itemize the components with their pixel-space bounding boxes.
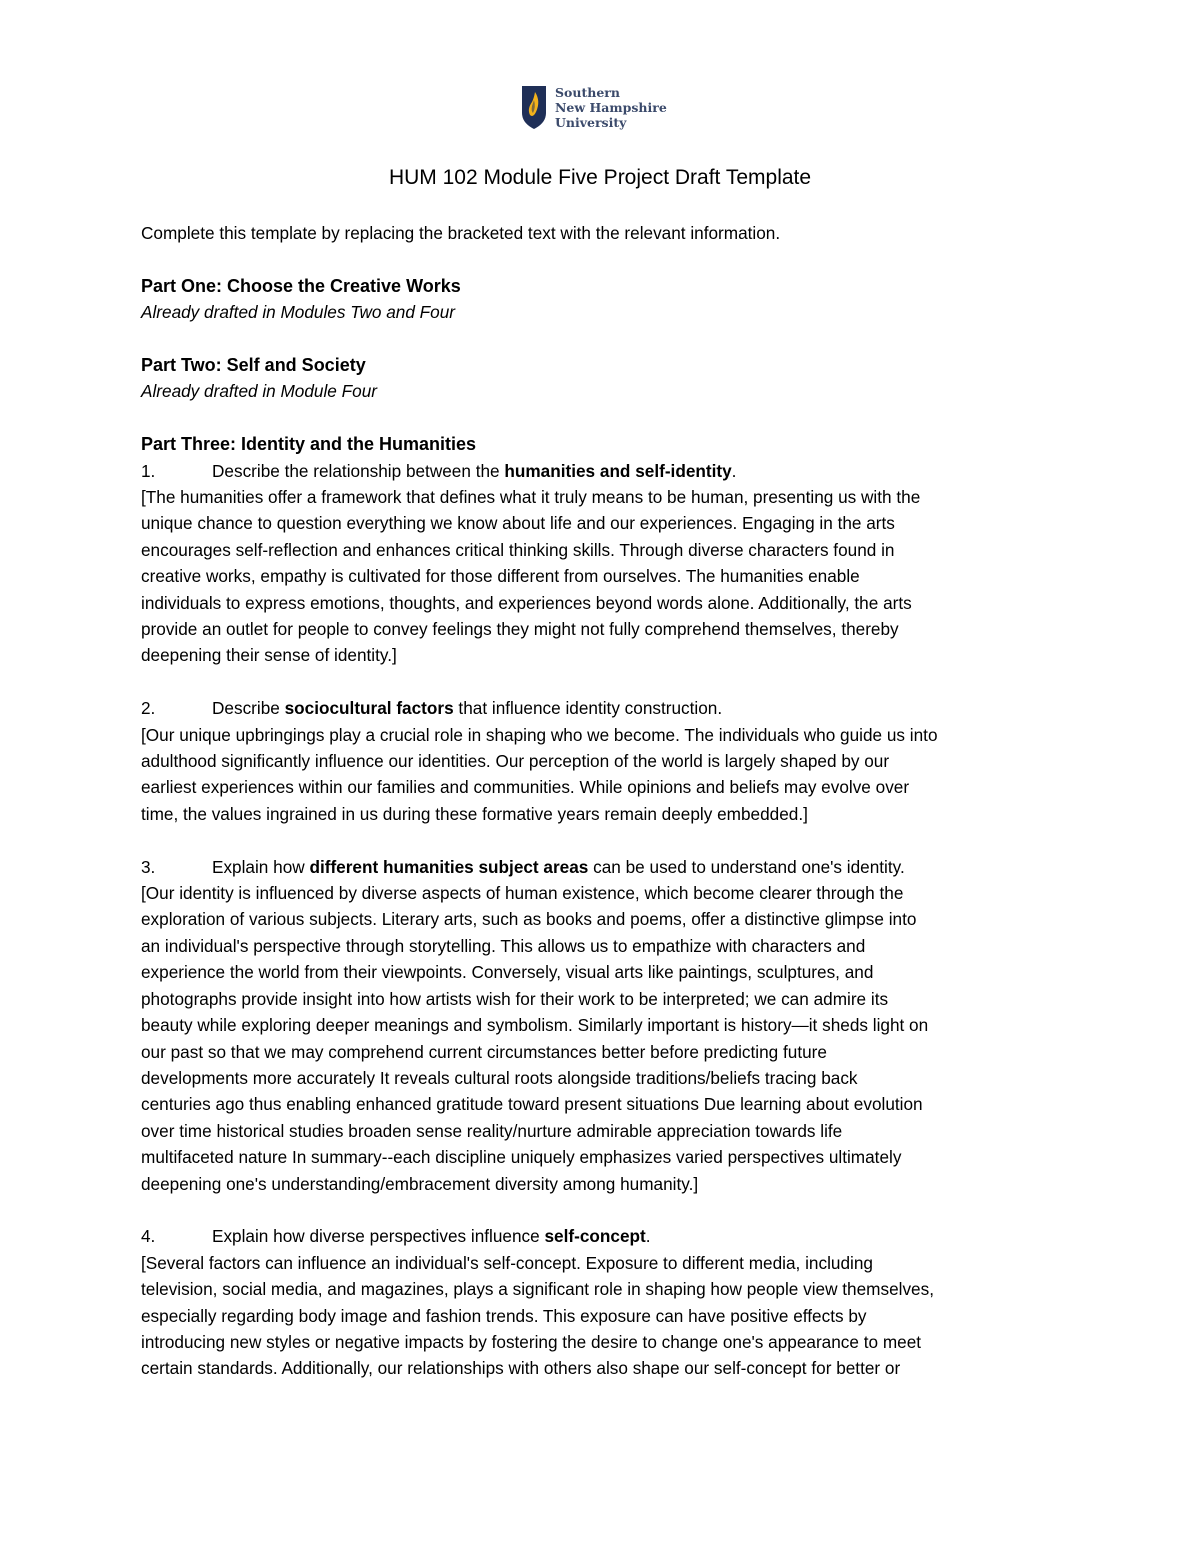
answer-line: especially regarding body image and fashion trends. This exposure can have positive effects by [141,1305,867,1326]
answer-line: introducing new styles or negative impacts by fostering the desire to change one's appearance to meet [141,1331,922,1352]
answer-line: [Several factors can influence an individual's self-concept. Exposure to different media, including [141,1252,873,1273]
part-two-heading: Part Two: Self and Society [141,355,366,375]
answer-line: earliest experiences within our families and communities. While opinions and beliefs may evolve over [141,777,910,798]
question-1 [141,458,1066,484]
logo-line-1: Southern [555,85,620,100]
answer-line: [The humanities offer a framework that defines what it truly means to be human, presenting us with the [141,487,921,508]
answer-line: time, the values ingrained in us during these formative years remain deeply embedded.] [141,803,808,824]
answer-line: individuals to express emotions, thoughts, and experiences beyond words alone. Additionally, the arts [141,592,912,613]
answer-line: unique chance to question everything we know about life and our experiences. Engaging in the arts [141,513,895,534]
answer-line: creative works, empathy is cultivated for those different from ourselves. The humanities enable [141,566,860,587]
question-number: 1. [141,460,156,481]
answer-2 [141,722,1066,828]
answer-line: provide an outlet for people to convey feelings they might not fully comprehend themselves, thereby [141,619,899,640]
question-2 [141,695,1066,721]
document-title: HUM 102 Module Five Project Draft Template [388,166,812,189]
answer-line: centuries ago thus enabling enhanced gratitude toward present situations Due learning about evolution [141,1094,923,1115]
answer-1 [141,484,1066,669]
part-two-note: Already drafted in Module Four [141,381,377,402]
question-number: 4. [141,1226,156,1247]
logo-line-3: University [555,115,627,130]
shield-flame-icon [521,85,547,129]
part-one-note: Already drafted in Modules Two and Four [141,302,455,323]
answer-line: deepening their sense of identity.] [141,645,397,666]
answer-3 [141,880,1066,1197]
question-number: 2. [141,698,156,719]
answer-line: over time historical studies broaden sense reality/nurture admirable appreciation towards life [141,1120,843,1141]
logo-line-2: New Hampshire [555,100,667,115]
answer-line: multifaceted nature In summary--each discipline uniquely emphasizes varied perspectives ultimately [141,1147,902,1168]
answer-line: deepening one's understanding/embracement diversity among humanity.] [141,1173,699,1194]
answer-line: photographs provide insight into how artists wish for their work to be interpreted; we can admire its [141,988,889,1009]
answer-4 [141,1250,1066,1382]
answer-line: an individual's perspective through storytelling. This allows us to empathize with characters and [141,935,866,956]
part-one-heading: Part One: Choose the Creative Works [141,275,461,296]
answer-line: exploration of various subjects. Literary arts, such as books and poems, offer a distinctive glimpse into [141,909,917,930]
question-prompt: Explain how different humanities subject areas can be used to understand one's identity. [212,856,905,877]
answer-line: beauty while exploring deeper meanings and symbolism. Similarly important is history—it sheds light on [141,1015,929,1036]
question-number: 3. [141,856,156,877]
question-3 [141,854,1066,880]
answer-line: our past so that we may comprehend current circumstances better before predicting future [141,1041,827,1062]
university-logo [521,85,691,133]
answer-line: [Our identity is influenced by diverse aspects of human existence, which become clearer through the [141,883,904,904]
question-prompt: Describe sociocultural factors that influence identity construction. [212,698,723,719]
part-three-heading: Part Three: Identity and the Humanities [141,434,477,455]
logo-wordmark [555,85,667,130]
answer-line: television, social media, and magazines, plays a significant role in shaping how people view themselves, [141,1279,934,1300]
intro-text: Complete this template by replacing the bracketed text with the relevant information. [141,223,781,243]
document-body [141,220,1066,1382]
answer-line: certain standards. Additionally, our relationships with others also shape our self-concept for better or [141,1358,901,1379]
answer-line: experience the world from their viewpoints. Conversely, visual arts like paintings, sculptures, and [141,962,874,983]
answer-line: developments more accurately It reveals cultural roots alongside traditions/beliefs tracing back [141,1067,858,1088]
question-prompt: Describe the relationship between the humanities and self-identity. [212,460,737,481]
answer-line: adulthood significantly influence our identities. Our perception of the world is largely shaped by our [141,751,890,772]
question-4 [141,1223,1066,1249]
answer-line: [Our unique upbringings play a crucial role in shaping who we become. The individuals who guide us into [141,724,938,745]
question-prompt: Explain how diverse perspectives influence self-concept. [212,1226,651,1247]
answer-line: encourages self-reflection and enhances critical thinking skills. Through diverse characters found in [141,539,895,560]
